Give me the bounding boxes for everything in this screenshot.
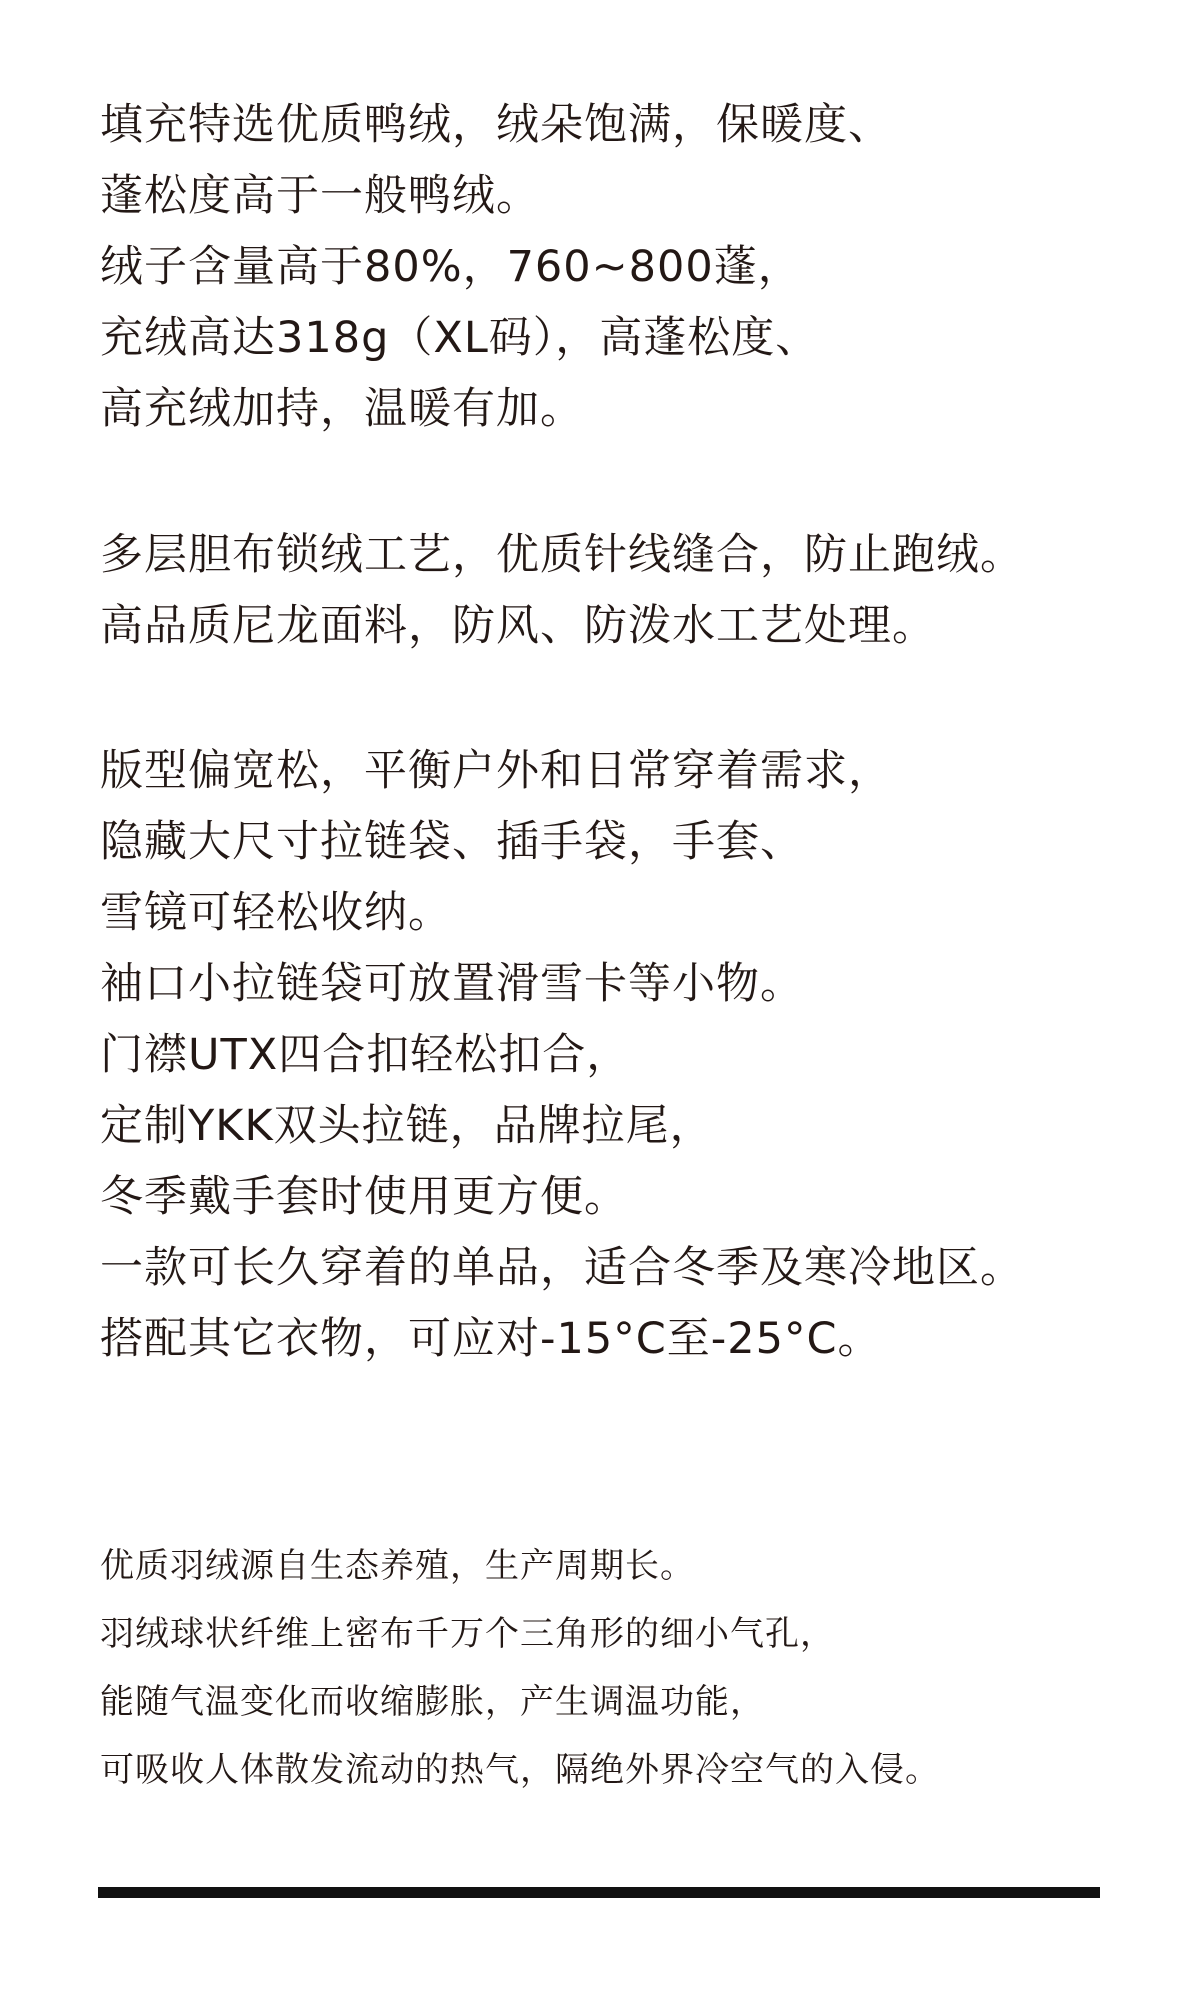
bottom-divider (98, 1887, 1100, 1898)
text-line: 版型偏宽松，平衡户外和日常穿着需求， (100, 746, 892, 796)
text-line: 袖口小拉链袋可放置滑雪卡等小物。 (100, 959, 804, 1009)
text-line: 冬季戴手套时使用更方便。 (100, 1172, 628, 1222)
text-line: 填充特选优质鸭绒，绒朵饱满，保暖度、 (100, 100, 892, 150)
text-line: 羽绒球状纤维上密布千万个三角形的细小气孔， (100, 1614, 835, 1654)
intro-paragraph (100, 90, 1180, 445)
text-line: 高充绒加持，温暖有加。 (100, 384, 584, 434)
design-paragraph (100, 736, 1180, 1375)
text-line: 搭配其它衣物，可应对-15°C至-25°C。 (100, 1314, 882, 1364)
text-line: 门襟UTX四合扣轻松扣合， (100, 1030, 631, 1080)
text-line: 高品质尼龙面料，防风、防泼水工艺处理。 (100, 601, 936, 651)
down-info-paragraph (100, 1532, 1180, 1804)
text-line: 隐藏大尺寸拉链袋、插手袋，手套、 (100, 817, 804, 867)
text-line: 雪镜可轻松收纳。 (100, 888, 452, 938)
text-line: 优质羽绒源自生态养殖，生产周期长。 (100, 1546, 695, 1586)
text-line: 多层胆布锁绒工艺，优质针线缝合，防止跑绒。 (100, 530, 1024, 580)
text-line: 定制YKK双头拉链，品牌拉尾， (100, 1101, 714, 1151)
text-line: 一款可长久穿着的单品，适合冬季及寒冷地区。 (100, 1243, 1024, 1293)
text-line: 可吸收人体散发流动的热气，隔绝外界冷空气的入侵。 (100, 1750, 940, 1790)
craft-paragraph (100, 520, 1180, 662)
text-line: 能随气温变化而收缩膨胀，产生调温功能， (100, 1682, 765, 1722)
text-line: 充绒高达318g（XL码），高蓬松度、 (100, 313, 820, 363)
text-line: 蓬松度高于一般鸭绒。 (100, 171, 540, 221)
text-line: 绒子含量高于80%，760~800蓬， (100, 242, 802, 292)
